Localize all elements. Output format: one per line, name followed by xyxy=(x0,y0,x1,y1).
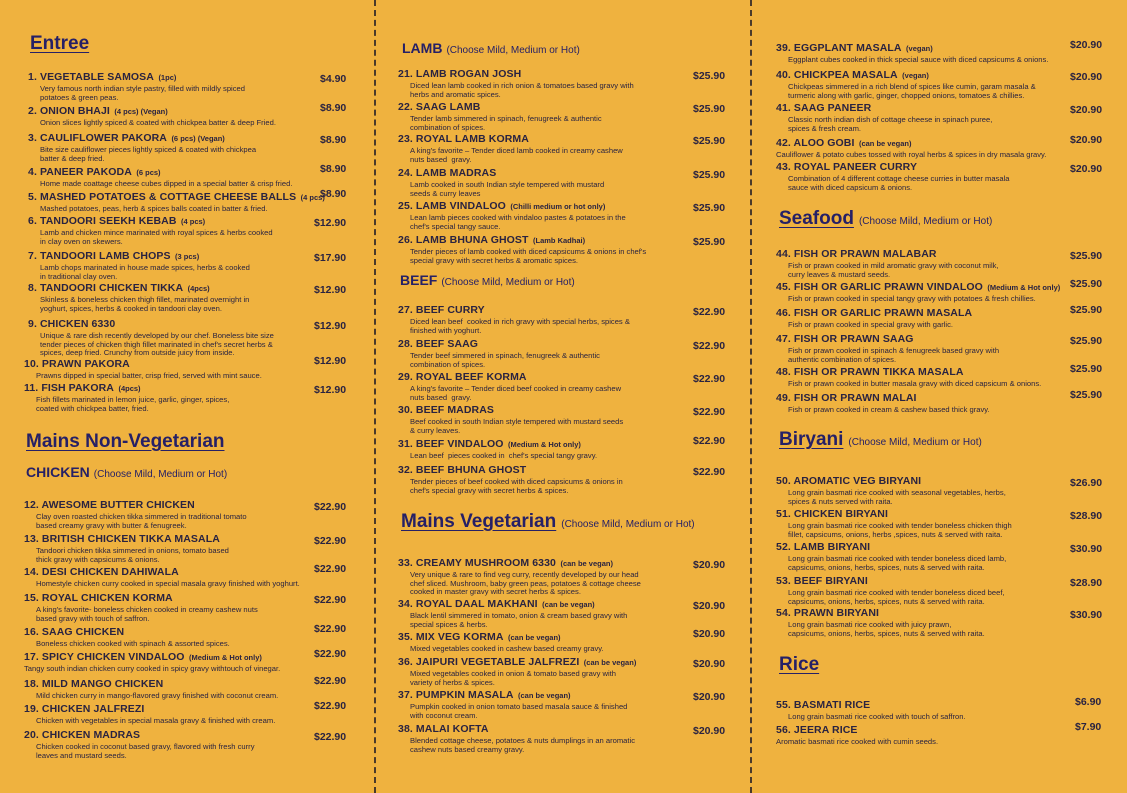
menu-item-price: $17.90 xyxy=(314,252,347,264)
menu-item-name: 24. LAMB MADRAS xyxy=(398,167,497,179)
menu-item-name: 16. SAAG CHICKEN xyxy=(24,626,125,638)
menu-item-price: $20.90 xyxy=(693,691,726,703)
section-heading-text: Mains Vegetarian xyxy=(401,511,557,532)
menu-item xyxy=(398,64,634,99)
menu-item-price: $8.90 xyxy=(320,188,347,200)
menu-item-name: 39. EGGPLANT MASALA xyxy=(776,42,902,54)
menu-item-tag: (can be vegan) xyxy=(518,691,571,700)
menu-item-price: $20.90 xyxy=(1070,163,1103,175)
menu-item xyxy=(776,537,1006,572)
menu-item-price: $20.90 xyxy=(693,600,726,612)
menu-item-tag: (can be vegan) xyxy=(508,633,561,642)
menu-item xyxy=(398,97,602,132)
menu-item-description: Tangy south indian chicken curry cooked in spicy gravy withtouch of vinegar. xyxy=(24,664,281,673)
section-subheading-text: BEEF xyxy=(400,272,438,288)
menu-item xyxy=(398,652,636,687)
menu-item-name: 10. PRAWN PAKORA xyxy=(24,358,130,370)
menu-item-name: 33. CREAMY MUSHROOM 6330 xyxy=(398,557,556,569)
menu-item xyxy=(398,553,641,597)
menu-item xyxy=(776,65,1036,100)
menu-item-name: 17. SPICY CHICKEN VINDALOO xyxy=(24,651,185,663)
menu-item-name: 23. ROYAL LAMB KORMA xyxy=(398,133,529,145)
menu-item xyxy=(28,101,276,128)
menu-item xyxy=(24,354,262,381)
menu-item-description: Diced lean beef cooked in rich gravy with special herbs, spices & finished with yoghurt. xyxy=(410,317,630,335)
menu-item-price: $25.90 xyxy=(1070,278,1103,290)
menu-item-name: 56. JEERA RICE xyxy=(776,724,858,736)
menu-item-price: $26.90 xyxy=(1070,477,1103,489)
menu-item-description: Chicken cooked in coconut based gravy, flavored with fresh curry leaves and mustard seeds. xyxy=(36,742,255,760)
menu-item-price: $8.90 xyxy=(320,102,347,114)
menu-item-description: Homestyle chicken curry cooked in special masala gravy finished with yoghurt. xyxy=(36,579,300,588)
menu-item xyxy=(24,674,278,701)
menu-item xyxy=(24,622,230,649)
menu-item-price: $25.90 xyxy=(1070,250,1103,262)
menu-item-price: $30.90 xyxy=(1070,543,1103,555)
menu-item-price: $20.90 xyxy=(1070,71,1103,83)
section-heading xyxy=(30,33,89,55)
menu-item-name: 54. PRAWN BIRYANI xyxy=(776,607,880,619)
menu-item xyxy=(776,720,938,747)
menu-item-price: $22.90 xyxy=(314,563,347,575)
menu-item-price: $8.90 xyxy=(320,134,347,146)
menu-item-tag: (can be vegan) xyxy=(583,658,637,667)
menu-item-tag: (3 pcs) xyxy=(175,252,200,261)
menu-item-description: Long grain basmati rice cooked with tender boneless diced beef, capsicums, onions, herbs, spices, nuts & served with raita. xyxy=(788,588,1005,606)
menu-item-description: Diced lean lamb cooked in rich onion & tomatoes based gravy with herbs and aromatic spices. xyxy=(410,81,634,99)
menu-item-price: $20.90 xyxy=(693,658,726,670)
menu-item xyxy=(398,230,646,265)
section-heading xyxy=(779,654,819,676)
menu-item xyxy=(28,67,245,102)
menu-item-price: $12.90 xyxy=(314,284,347,296)
menu-item-name: 41. SAAG PANEER xyxy=(776,102,872,114)
menu-item xyxy=(24,725,255,760)
menu-item-name: 25. LAMB VINDALOO xyxy=(398,200,506,212)
menu-item-price: $28.90 xyxy=(1070,510,1103,522)
menu-item-name: 21. LAMB ROGAN JOSH xyxy=(398,68,522,80)
section-heading-text: Entree xyxy=(30,33,90,54)
menu-item-tag: (6 pcs) (Vegan) xyxy=(171,134,225,143)
menu-item-price: $25.90 xyxy=(693,169,726,181)
menu-item-description: Blended cottage cheese, potatoes & nuts dumplings in an aromatic cashew nuts based creamy gravy. xyxy=(410,736,636,754)
menu-item xyxy=(776,504,1012,539)
menu-item-price: $22.90 xyxy=(314,535,347,547)
menu-item-name: 34. ROYAL DAAL MAKHANI xyxy=(398,598,538,610)
menu-item-name: 8. TANDOORI CHICKEN TIKKA xyxy=(28,282,184,294)
menu-item-description: Lamb cooked in south Indian style tempered with mustard seeds & curry leaves xyxy=(410,180,605,198)
menu-item-price: $22.90 xyxy=(314,623,347,635)
menu-item-name: 49. FISH OR PRAWN MALAI xyxy=(776,392,917,404)
menu-item-name: 20. CHICKEN MADRAS xyxy=(24,729,141,741)
menu-item xyxy=(776,38,1048,65)
menu-item xyxy=(24,378,229,413)
menu-item xyxy=(28,128,256,163)
menu-item-description: Onion slices lightly spiced & coated with chickpea batter & deep Fried. xyxy=(40,118,276,127)
menu-item-name: 37. PUMPKIN MASALA xyxy=(398,689,514,701)
menu-item-name: 44. FISH OR PRAWN MALABAR xyxy=(776,248,937,260)
menu-item-tag: (Medium & Hot only) xyxy=(188,653,262,662)
menu-item xyxy=(776,329,999,364)
menu-item-name: 15. ROYAL CHICKEN KORMA xyxy=(24,592,173,604)
menu-item-name: 42. ALOO GOBI xyxy=(776,137,855,149)
menu-item-description: A king's favorite – Tender diced beef cooked in creamy cashew nuts based gravy. xyxy=(410,384,622,402)
menu-item-name: 19. CHICKEN JALFREZI xyxy=(24,703,145,715)
menu-item xyxy=(776,133,1046,160)
menu-item-description: Unique & rare dish recently developed by our chef. Boneless bite size tender pieces of chicken thigh fillet marinated in chef's secret herbs & spices, deep fried. Crunchy from outside juicy from inside. xyxy=(40,331,274,358)
menu-item xyxy=(28,278,249,313)
menu-item-price: $22.90 xyxy=(314,731,347,743)
menu-item-description: Tender beef simmered in spinach, fenugreek & authentic combination of spices. xyxy=(410,351,600,369)
column-divider-left xyxy=(374,0,376,793)
column-divider-right xyxy=(750,0,752,793)
menu-item-description: Long grain basmati rice cooked with touch of saffron. xyxy=(788,712,966,721)
menu-item xyxy=(398,129,623,164)
menu-item-description: Boneless chicken cooked with spinach & assorted spices. xyxy=(36,639,230,648)
menu-item-description: Mixed vegetables cooked in cashew based creamy gravy. xyxy=(410,644,604,653)
menu-item xyxy=(24,699,275,726)
menu-item-price: $22.90 xyxy=(314,648,347,660)
section-subheading-text: CHICKEN xyxy=(26,464,90,480)
section-heading xyxy=(26,431,225,453)
menu-item-price: $22.90 xyxy=(693,306,726,318)
menu-item-name: 45. FISH OR GARLIC PRAWN VINDALOO xyxy=(776,281,983,293)
menu-item-description: Fish or prawn cooked in cream & cashew based thick gravy. xyxy=(788,405,990,414)
menu-item xyxy=(398,627,604,654)
section-heading-text: Rice xyxy=(779,654,820,675)
menu-item-description: A king's favorite- boneless chicken cooked in creamy cashew nuts based gravy with touch of saffron. xyxy=(36,605,258,623)
menu-item-tag: (4pcs) xyxy=(118,384,141,393)
menu-item-name: 12. AWESOME BUTTER CHICKEN xyxy=(24,499,195,511)
menu-item-price: $22.90 xyxy=(314,700,347,712)
menu-item-description: Classic north indian dish of cottage cheese in spinach puree, spices & fresh cream. xyxy=(788,115,993,133)
section-subheading-text: LAMB xyxy=(402,40,443,56)
menu-item-price: $25.90 xyxy=(693,236,726,248)
menu-item xyxy=(776,244,999,279)
menu-item-tag: (Lamb Kadhai) xyxy=(533,236,586,245)
menu-item-price: $12.90 xyxy=(314,355,347,367)
menu-item xyxy=(28,187,325,214)
menu-item xyxy=(24,529,229,564)
menu-item-name: 14. DESI CHICKEN DAHIWALA xyxy=(24,566,179,578)
menu-item xyxy=(776,603,985,638)
menu-item-price: $12.90 xyxy=(314,217,347,229)
section-heading-text: Seafood xyxy=(779,208,854,229)
menu-item-name: 55. BASMATI RICE xyxy=(776,699,871,711)
menu-item-description: Eggplant cubes cooked in thick special sauce with diced capsicums & onions. xyxy=(788,55,1049,64)
section-heading-text: Biryani xyxy=(779,429,844,450)
section-heading-note: (Choose Mild, Medium or Hot) xyxy=(561,519,695,530)
menu-item-price: $25.90 xyxy=(1070,335,1103,347)
menu-item-price: $22.90 xyxy=(693,406,726,418)
menu-item-tag: (can be vegan) xyxy=(560,559,613,568)
menu-item-description: Fish or prawn cooked in butter masala gravy with diced capsicum & onions. xyxy=(788,379,1042,388)
menu-item-description: Bite size cauliflower pieces lightly spiced & coated with chickpea batter & deep fried. xyxy=(40,145,257,163)
menu-item xyxy=(24,588,258,623)
section-heading xyxy=(779,429,982,451)
menu-item xyxy=(398,196,626,231)
menu-item xyxy=(28,314,274,358)
menu-item-description: Cauliflower & potato cubes tossed with royal herbs & spices in dry masala gravy. xyxy=(776,150,1047,159)
menu-item-price: $20.90 xyxy=(1070,39,1103,51)
menu-item-name: 51. CHICKEN BIRYANI xyxy=(776,508,888,520)
menu-item-description: Very unique & rare to find veg curry, recently developed by our head chef sliced. Mushroom, baby green peas, potatoes & cottage cheese cooked in master gravy with secret herbs & spices. xyxy=(410,570,641,597)
menu-item-name: 7. TANDOORI LAMB CHOPS xyxy=(28,250,171,262)
section-subheading xyxy=(400,272,575,288)
menu-item xyxy=(24,562,300,589)
menu-item-price: $22.90 xyxy=(314,594,347,606)
menu-item-name: 31. BEEF VINDALOO xyxy=(398,438,504,450)
menu-item xyxy=(398,594,627,629)
menu-item-name: 46. FISH OR GARLIC PRAWN MASALA xyxy=(776,307,973,319)
menu-item-tag: (can be vegan) xyxy=(542,600,595,609)
menu-item-description: Very famous north indian style pastry, filled with mildly spiced potatoes & green peas. xyxy=(40,84,245,102)
menu-item-description: Tender pieces of lamb cooked with diced capsicums & onions in chef's special gravy with secret herbs & aromatic spices. xyxy=(410,247,647,265)
menu-item-name: 30. BEEF MADRAS xyxy=(398,404,495,416)
menu-item xyxy=(776,98,992,133)
menu-item-price: $22.90 xyxy=(693,435,726,447)
menu-item-name: 48. FISH OR PRAWN TIKKA MASALA xyxy=(776,366,964,378)
section-subheading-note: (Choose Mild, Medium or Hot) xyxy=(446,45,580,56)
menu-item-price: $6.90 xyxy=(1075,696,1102,708)
menu-item-price: $12.90 xyxy=(314,384,347,396)
menu-item-name: 3. CAULIFLOWER PAKORA xyxy=(28,132,167,144)
menu-item xyxy=(28,162,292,189)
menu-item-price: $4.90 xyxy=(320,73,347,85)
menu-item xyxy=(398,460,623,495)
menu-item-description: Home made coattage cheese cubes dipped in a special batter & crisp fried. xyxy=(40,179,293,188)
menu-item-tag: (vegan) xyxy=(902,71,929,80)
menu-item-tag: (4pcs) xyxy=(187,284,210,293)
section-heading xyxy=(401,511,695,533)
menu-item-description: Chicken with vegetables in special masala gravy & finished with cream. xyxy=(36,716,276,725)
menu-item-tag: (4 pcs) xyxy=(300,193,325,202)
menu-item-name: 28. BEEF SAAG xyxy=(398,338,479,350)
menu-item xyxy=(776,571,1005,606)
menu-item-description: Mashed potatoes, peas, herb & spices balls coated in batter & fried. xyxy=(40,204,268,213)
menu-item-price: $22.90 xyxy=(693,340,726,352)
menu-item-tag: (4 pcs) xyxy=(181,217,206,226)
menu-item-description: Tender pieces of beef cooked with diced capsicums & onions in chef's special gravy with secret herbs & spices. xyxy=(410,477,623,495)
menu-item-name: 27. BEEF CURRY xyxy=(398,304,485,316)
menu-item xyxy=(398,367,621,402)
menu-item-description: Mild chicken curry in mango-flavored gravy finished with coconut cream. xyxy=(36,691,279,700)
menu-item-price: $8.90 xyxy=(320,163,347,175)
menu-item-name: 9. CHICKEN 6330 xyxy=(28,318,116,330)
menu-item xyxy=(776,388,990,415)
menu-item-description: Combination of 4 different cottage cheese curries in butter masala sauce with diced capsicum & onions. xyxy=(788,174,1010,192)
menu-item-name: 6. TANDOORI SEEKH KEBAB xyxy=(28,215,177,227)
menu-item xyxy=(24,495,247,530)
section-subheading-note: (Choose Mild, Medium or Hot) xyxy=(441,277,575,288)
menu-item-price: $25.90 xyxy=(693,103,726,115)
menu-item-price: $12.90 xyxy=(314,320,347,332)
menu-item-name: 22. SAAG LAMB xyxy=(398,101,481,113)
menu-item xyxy=(398,434,597,461)
menu-item-price: $25.90 xyxy=(693,135,726,147)
menu-item xyxy=(398,163,604,198)
menu-item xyxy=(776,695,966,722)
menu-item-price: $20.90 xyxy=(693,559,726,571)
menu-item-name: 32. BEEF BHUNA GHOST xyxy=(398,464,527,476)
menu-item-name: 50. AROMATIC VEG BIRYANI xyxy=(776,475,922,487)
menu-item-tag: (vegan) xyxy=(906,44,933,53)
menu-item-description: Chickpeas simmered in a rich blend of spices like cumin, garam masala & turmeric along with garlic, ginger, chopped onions, tomatoes & chillies. xyxy=(788,82,1036,100)
menu-item-tag: (4 pcs) (Vegan) xyxy=(114,107,168,116)
menu-item-tag: (1pc) xyxy=(158,73,177,82)
section-subheading xyxy=(26,464,227,480)
menu-item-description: Skinless & boneless chicken thigh fillet, marinated overnight in yoghurt, spices, herbs & cooked in tandoori clay oven. xyxy=(40,295,250,313)
menu-item-price: $20.90 xyxy=(693,725,726,737)
menu-item xyxy=(398,400,623,435)
menu-item-name: 11. FISH PAKORA xyxy=(24,382,114,394)
menu-item-description: Lean lamb pieces cooked with vindaloo pastes & potatoes in the chef's special tangy sauce. xyxy=(410,213,626,231)
menu-item-price: $25.90 xyxy=(1070,389,1103,401)
menu-item-description: Lamb chops marinated in house made spices, herbs & cooked in traditional clay oven. xyxy=(40,263,250,281)
menu-item-name: 18. MILD MANGO CHICKEN xyxy=(24,678,164,690)
menu-item-description: Fish or prawn cooked in special gravy with garlic. xyxy=(788,320,954,329)
menu-item-tag: (Medium & Hot only) xyxy=(508,440,581,449)
section-heading-note: (Choose Mild, Medium or Hot) xyxy=(848,437,982,448)
menu-item-description: Long grain basmati rice cooked with juicy prawn, capsicums, onions, herbs, spices, nuts & served with raita. xyxy=(788,620,985,638)
menu-item-name: 36. JAIPURI VEGETABLE JALFREZI xyxy=(398,656,580,668)
menu-item xyxy=(398,685,627,720)
menu-item-description: Beef cooked in south Indian style tempered with mustard seeds & curry leaves. xyxy=(410,417,624,435)
menu-item-description: A king's favorite – Tender diced lamb cooked in creamy cashew nuts based gravy. xyxy=(410,146,623,164)
menu-item-description: Lamb and chicken mince marinated with royal spices & herbs cooked in clay oven on skewers. xyxy=(40,228,273,246)
menu-item-name: 53. BEEF BIRYANI xyxy=(776,575,868,587)
menu-item-name: 2. ONION BHAJI xyxy=(28,105,110,117)
menu-item-description: Black lentil simmered in tomato, onion & cream based gravy with special spices & herbs. xyxy=(410,611,628,629)
menu-item-name: 43. ROYAL PANEER CURRY xyxy=(776,161,918,173)
menu-item-description: Tender lamb simmered in spinach, fenugreek & authentic combination of spices. xyxy=(410,114,602,132)
menu-item-description: Prawns dipped in special batter, crisp fried, served with mint sauce. xyxy=(36,371,262,380)
menu-item-description: Long grain basmati rice cooked with tender boneless diced lamb, capsicums, onions, herbs, spices, nuts & served with raita. xyxy=(788,554,1007,572)
menu-item xyxy=(398,300,630,335)
menu-item-price: $25.90 xyxy=(693,70,726,82)
menu-item-price: $20.90 xyxy=(1070,134,1103,146)
menu-item-price: $22.90 xyxy=(693,466,726,478)
menu-item-tag: (Medium & Hot only) xyxy=(987,283,1061,292)
menu-item xyxy=(776,157,1009,192)
menu-item-description: Mixed vegetables cooked in onion & tomato based gravy with variety of herbs & spices. xyxy=(410,669,616,687)
menu-item-price: $20.90 xyxy=(693,628,726,640)
menu-item-name: 47. FISH OR PRAWN SAAG xyxy=(776,333,914,345)
menu-item-description: Tandoori chicken tikka simmered in onions, tomato based thick gravy with capsicums & onions. xyxy=(36,546,229,564)
menu-item-name: 5. MASHED POTATOES & COTTAGE CHEESE BALLS xyxy=(28,191,297,203)
menu-item-price: $30.90 xyxy=(1070,609,1103,621)
menu-item-name: 52. LAMB BIRYANI xyxy=(776,541,871,553)
menu-item-price: $22.90 xyxy=(693,373,726,385)
menu-item-price: $22.90 xyxy=(314,501,347,513)
menu-item-description: Fish or prawn cooked in special tangy gravy with potatoes & fresh chillies. xyxy=(788,294,1036,303)
menu-item-description: Pumpkin cooked in onion tomato based masala sauce & finished with coconut cream. xyxy=(410,702,628,720)
menu-item xyxy=(28,246,250,281)
menu-item xyxy=(398,719,635,754)
menu-item-name: 4. PANEER PAKODA xyxy=(28,166,132,178)
menu-item-description: Long grain basmati rice cooked with tender boneless chicken thigh fillet, capsicums, onions, herbs ,spices, nuts & served with raita. xyxy=(788,521,1012,539)
menu-item xyxy=(28,211,273,246)
menu-item-description: Fish or prawn cooked in spinach & fenugreek based gravy with authentic combination of spices. xyxy=(788,346,1000,364)
menu-item-name: 29. ROYAL BEEF KORMA xyxy=(398,371,527,383)
menu-item-description: Long grain basmati rice cooked with seasonal vegetables, herbs, spices & nuts served with raita. xyxy=(788,488,1006,506)
section-heading-note: (Choose Mild, Medium or Hot) xyxy=(858,216,993,227)
section-subheading xyxy=(402,40,580,56)
menu-item xyxy=(398,334,600,369)
menu-item-price: $25.90 xyxy=(1070,304,1103,316)
menu-item-price: $28.90 xyxy=(1070,577,1103,589)
menu-item-tag: (can be vegan) xyxy=(858,139,912,148)
section-subheading-note: (Choose Mild, Medium or Hot) xyxy=(93,469,228,480)
menu-item-description: Fish fillets marinated in lemon juice, garlic, ginger, spices, coated with chickpea batter, fried. xyxy=(36,395,230,413)
menu-item-name: 13. BRITISH CHICKEN TIKKA MASALA xyxy=(24,533,220,545)
section-heading xyxy=(779,208,992,230)
menu-item-name: 26. LAMB BHUNA GHOST xyxy=(398,234,529,246)
menu-item xyxy=(776,362,1041,389)
menu-item-tag: (6 pcs) xyxy=(136,168,161,177)
menu-item-price: $20.90 xyxy=(1070,104,1103,116)
menu-item xyxy=(776,277,1060,304)
menu-item-description: Fish or prawn cooked in mild aromatic gravy with coconut milk, curry leaves & mustard seeds. xyxy=(788,261,999,279)
menu-item-price: $25.90 xyxy=(693,202,726,214)
menu-item-price: $25.90 xyxy=(1070,363,1103,375)
menu-item-price: $22.90 xyxy=(314,675,347,687)
menu-item-description: Lean beef pieces cooked in chef's special tangy gravy. xyxy=(410,451,598,460)
menu-item xyxy=(24,647,280,674)
section-heading-text: Mains Non-Vegetarian xyxy=(26,431,225,452)
menu-item-name: 40. CHICKPEA MASALA xyxy=(776,69,898,81)
menu-item-price: $7.90 xyxy=(1075,721,1102,733)
menu-item-name: 1. VEGETABLE SAMOSA xyxy=(28,71,154,83)
menu-item-description: Clay oven roasted chicken tikka simmered in traditional tomato based creamy gravy with butter & fenugreek. xyxy=(36,512,247,530)
menu-item-name: 35. MIX VEG KORMA xyxy=(398,631,504,643)
menu-item xyxy=(776,303,972,330)
menu-item xyxy=(776,471,1006,506)
menu-item-description: Aromatic basmati rice cooked with cumin seeds. xyxy=(776,737,939,746)
menu-item-tag: (Chilli medium or hot only) xyxy=(510,202,606,211)
menu-item-name: 38. MALAI KOFTA xyxy=(398,723,489,735)
